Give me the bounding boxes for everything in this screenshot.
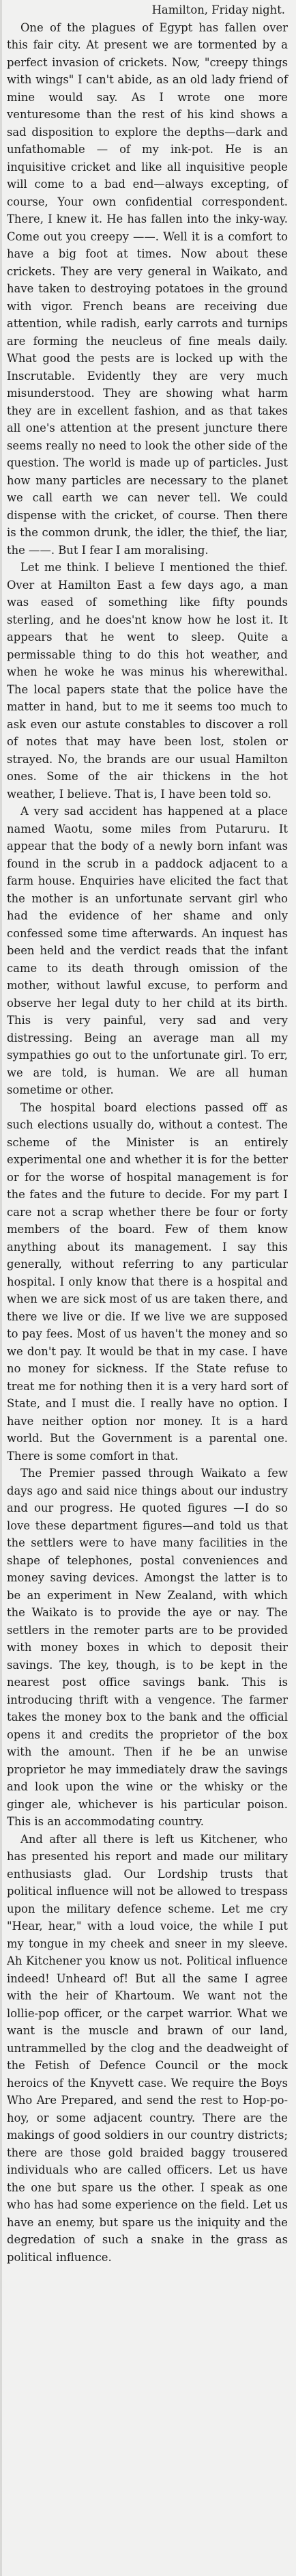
article-paragraph: A very sad accident has happened at a place named Waotu, some miles from Putaruru. It appear that the body of a newly born infant was found in the scrub in a paddock adjacent to a farm house. Enquiries have elicited the fact that the mother is an unfortunate servant girl who had the evidence of her shame and only confessed some time afterwards. An inquest has been held and the verdict reads that the infant came to its death through omission of the mother, without lawful excuse, to perform and observe her legal duty to her child at its birth. This is very painful, very sad and very distressing. Being an average man all my sympathies go out to the unfortunate girl. To err, we are told, is human. We are all human sometime or other. (7, 805, 288, 1096)
page-edge (0, 0, 2, 2576)
article-paragraph: The Premier passed through Waikato a few days ago and said nice things about our industry and our progress. He quoted figures —I do so love these department figures—and told us that the settlers were to have many facilities in the shape of telephones, postal conveniences and money saving devices. Amongst the latter is to be an experiment in New Zealand, with which the Waikato is to provide the aye or nay. The settlers in the remoter parts are to be provided with money boxes in which to deposit their savings. The key, though, is to be kept in the nearest post office savings bank. This is introducing thrift with a vengence. The farmer takes the money box to the bank and the official opens it and credits the proprietor of the box with the amount. Then if he be an unwise proprietor he may immediately draw the savings and look upon the wine or the whisky or the ginger ale, whichever is his particular poison. This is an accommodating country. (7, 1467, 288, 1828)
article-paragraph: One of the plagues of Egypt has fallen over this fair city. At present we are tormented by a perfect invasion of crickets. Now, "creepy things with wings" I can't abide, as an old lady friend of mine would say. As I wrote one more venturesome than the rest of his kind shows a sad disposition to explore the depths—dark and unfathomable — of my ink-pot. He is an inquisitive cricket and like all inquisitive people will come to a bad end—always excepting, of course, Your own confidential correspondent. There, I knew it. He has fallen into the inky-way. Come out you creepy ——. Well it is a comfort to have a big foot at times. Now about these crickets. They are very general in Waikato, and have taken to destroying potatoes in the ground with vigor. French beans are receiving due attention, while radish, early carrots and turnips are forming the neucleus of fine meals daily. What good the pests are is locked up with the Inscrutable. Evidently they are very much misunderstood. They are showing what harm they are in excellent fashion, and as that takes all one's attention at the present juncture there seems really no need to look the other side of the question. The world is made up of particles. Just how many particles are necessary to the planet we call earth we can never tell. We could dispense with the cricket, of course. Then there is the common drunk, the idler, the thief, the liar, the ——. But I fear I am moralising. (7, 20, 288, 557)
article-paragraph: And after all there is left us Kitchener, who has presented his report and made our military enthusiasts glad. Our Lordship trusts that political influence will not be allowed to trespass upon the military defence scheme. Let me cry "Hear, hear," with a loud voice, the while I put my tongue in my cheek and sneer in my sleeve. Ah Kitchener you know us not. Political influence indeed! Unheard of! But all the same I agree with the heir of Khartoum. We want not the lollie-pop officer, or the carpet warrior. What we want is the muscle and brawn of our land, untrammelled by the clog and the deadweight of the Fetish of Defence Council or the mock heroics of the Knyvett case. We require the Boys Who Are Prepared, and send the rest to Hop-po-hoy, or some adjacent country. There are the makings of good soldiers in our country districts; there are those gold braided baggy trousered individuals who are called officers. Let us have the one but spare us the other. I speak as one who has had some experience on the field. Let us have an enemy, but spare us the iniquity and the degredation of such a snake in the grass as political influence. (7, 1832, 288, 2264)
article-paragraph: Let me think. I believe I mentioned the thief. Over at Hamilton East a few days ago, a man was eased of something like fifty pounds sterling, and he does'nt know how he lost it. It appears that he went to sleep. Quite a permissable thing to do this hot weather, and when he woke he was minus his wherewithal. The local papers state that the police have the matter in hand, but to me it seems too much to ask even our astute constables to discover a roll of notes that may have been lost, stolen or strayed. No, the brands are our usual Hamilton ones. Some of the air thickens in the hot weather, I believe. That is, I have been told so. (7, 561, 288, 801)
article-column (7, 1, 288, 2266)
article-dateline: Hamilton, Friday night. (151, 3, 285, 16)
article-paragraph: The hospital board elections passed off as such elections usually do, without a contest. The scheme of the Minister is an entirely experimental one and whether it is for the better or for the worse of hospital management is for the fates and the future to decide. For my part I care not a scrap whether there be four or forty members of the board. Few of them know anything about its management. I say this generally, without referring to any particular hospital. I only know that there is a hospital and when we are sick most of us are taken there, and there we live or die. If we live we are supposed to pay fees. Most of us haven't the money and so we don't pay. It would be that in my case. I have no money for sickness. If the State refuse to treat me for nothing then it is a very hard sort of State, and I must die. I really have no option. I have neither option nor money. It is a hard world. But the Government is a parental one. There is some comfort in that. (7, 1100, 288, 1463)
